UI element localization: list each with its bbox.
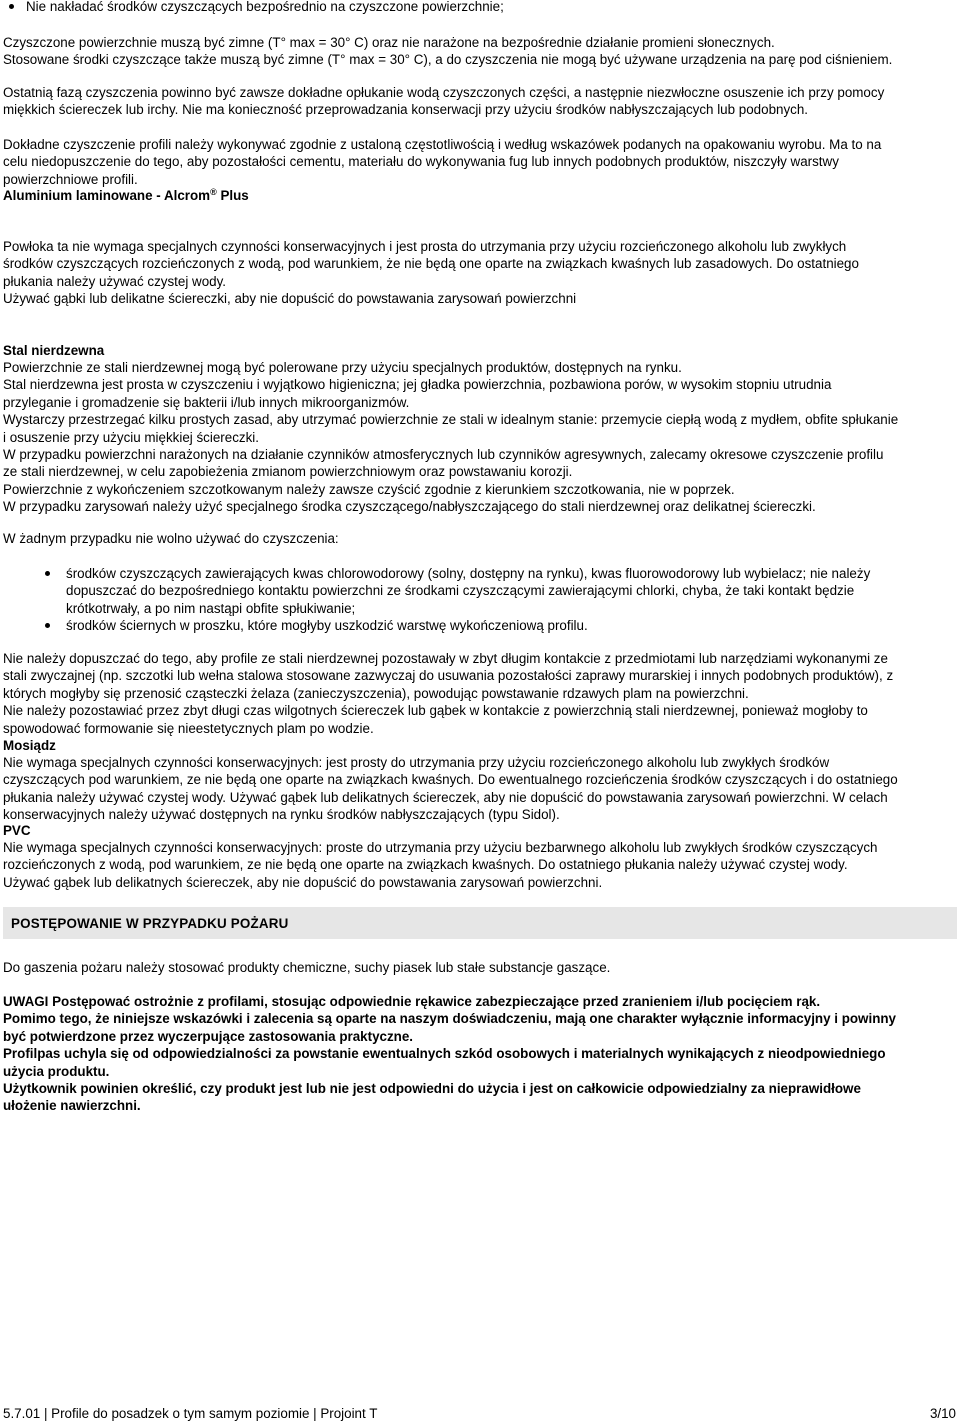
- heading-pvc: PVC: [3, 823, 31, 838]
- text-line: których mogłyby się przenosić cząsteczki żelaza (zanieczyszczenia), powodując powstawanie rdzawych plam na powierzchni.: [3, 685, 749, 701]
- page-number: 3/10: [929, 1406, 956, 1421]
- text-line: Stosowane środki czyszczące także muszą być zimne (T° max = 30° C), a do czyszczenia nie mogą być używane urządzenia na parę pod ciśnieniem.: [3, 52, 893, 68]
- never-use-intro: W żadnym przypadku nie wolno używać do czyszczenia:: [3, 531, 339, 546]
- heading-brass: Mosiądz: [3, 738, 56, 753]
- warnings-block: [3, 993, 953, 1115]
- text-line: ze stali nierdzewnej, w celu zapobieżenia zmianom powierzchniowym oraz powstawaniu korozji.: [3, 464, 573, 480]
- text-line: Używać gąbek lub delikatnych ściereczek, aby nie dopuścić do powstawania zarysowań powierzchni.: [3, 874, 603, 890]
- paragraph-aluminium: [3, 238, 953, 308]
- text-line: środków ściernych w proszku, które mogłyby uszkodzić warstwę wykończeniową profilu.: [66, 618, 588, 634]
- text-line: miękkich ściereczek lub irchy. Nie ma konieczność przeprowadzania konserwacji przy użyciu środków nabłyszczających lub podobnych.: [3, 102, 809, 118]
- text-line: powierzchniowe profili.: [3, 171, 138, 187]
- text-line: przyleganie i gromadzenie się bakterii i/lub innych mikroorganizmów.: [3, 394, 410, 410]
- text-line: środków czyszczących zawierających kwas chlorowodorowy (solny, dostępny na rynku), kwas fluorowodorowy lub wybielacz; nie należy: [66, 566, 871, 581]
- text-line: W przypadku zarysowań należy użyć specjalnego środka czyszczącego/nabłyszczającego do stali nierdzewnej oraz delikatnej ściereczki.: [3, 499, 816, 515]
- heading-stainless-steel: Stal nierdzewna: [3, 343, 105, 358]
- text-line: czyszczących pod warunkiem, ze nie będą one oparte na związkach kwaśnych. Do ewentualnego rozcieńczenia środków czyszczących i do ostatniego: [3, 772, 898, 788]
- paragraph-fire: Do gaszenia pożaru należy stosować produkty chemiczne, suchy piasek lub stałe substancje gaszące.: [3, 960, 611, 975]
- text-line: UWAGI Postępować ostrożnie z profilami, stosując odpowiednie rękawice zabezpieczające przed zranieniem i/lub pocięciem rąk.: [3, 994, 821, 1009]
- fire-section-header: [3, 907, 957, 939]
- text-line: i osuszenie przy użyciu miękkiej ściereczki.: [3, 429, 259, 445]
- footer-document-title: 5.7.01 | Profile do posadzek o tym samym poziomie | Projoint T: [3, 1406, 378, 1421]
- page-footer: [3, 1405, 956, 1422]
- top-bullet-list: [3, 0, 953, 15]
- text-line: Powierzchnie z wykończeniem szczotkowanym należy zawsze czyścić zgodnie z kierunkiem szczotkowania, nie w poprzek.: [3, 481, 735, 497]
- paragraph-temperature: [3, 34, 953, 69]
- text-line: Pomimo tego, że niniejsze wskazówki i zalecenia są oparte na naszym doświadczeniu, mają one charakter wyłącznie informacyjny i powinny: [3, 1011, 897, 1027]
- text-line: spowodować formowanie się nieestetycznych plam po wodzie.: [3, 720, 374, 736]
- text-line: celu niedopuszczenie do tego, aby pozostałości cementu, materiału do wykonywania fug lub innych podobnych produktów, niszczyły warstwy: [3, 154, 839, 170]
- text-line: Nie należy pozostawiać przez zbyt długi czas wilgotnych ściereczek lub gąbek w kontakcie z powierzchnią stali nierdzewnej, ponieważ mogłoby to: [3, 703, 868, 719]
- list-item: [3, 565, 953, 617]
- paragraph-brass: [3, 754, 953, 824]
- text-line: Stal nierdzewna jest prosta w czyszczeniu i wyjątkowo higieniczna; jej gładka powierzchnia, pozbawiona porów, w wysokim stopniu utrudnia: [3, 377, 832, 393]
- paragraph-cleaning-frequency: [3, 136, 953, 188]
- text-line: Nie wymaga specjalnych czynności konserwacyjnych: jest prosty do utrzymania przy użyciu rozcieńczonego alkoholu lub zwykłych środków: [3, 755, 830, 770]
- text-line: Dokładne czyszczenie profili należy wykonywać zgodnie z ustaloną częstotliwością i według wskazówek podanych na opakowaniu wyrobu. Ma to na: [3, 137, 882, 152]
- bullet-text: Nie nakładać środków czyszczących bezpośrednio na czyszczone powierzchnie;: [26, 0, 504, 14]
- never-use-list: [3, 565, 953, 635]
- text-line: środków czyszczących rozcieńczonych z wodą, pod warunkiem, że nie będą one oparte na związkach kwaśnych lub zasadowych. Do ostatniego: [3, 256, 859, 272]
- text-line: Czyszczone powierzchnie muszą być zimne (T° max = 30° C) oraz nie narażone na bezpośrednie działanie promieni słonecznych.: [3, 35, 775, 50]
- text-line: stali zwyczajnej (np. szczotki lub wełna stalowa stosowane zazwyczaj do usuwania pozostałości zaprawy murarskiej i innych podobnych produktów), z: [3, 668, 894, 684]
- text-line: W przypadku powierzchni narażonych na działanie czynników atmosferycznych lub czynników agresywnych, zalecamy okresowe czyszczenie profilu: [3, 447, 884, 463]
- text-line: Użytkownik powinien określić, czy produkt jest lub nie jest odpowiedni do użycia i jest on całkowicie odpowiedzialny za nieprawidłowe: [3, 1081, 861, 1097]
- text-line: konserwacyjnych należy używać dostępnych na rynku środków nabłyszczających (typu Sidol).: [3, 807, 560, 823]
- section-title: POSTĘPOWANIE W PRZYPADKU POŻARU: [11, 916, 289, 931]
- text-line: użycia produktu.: [3, 1063, 110, 1079]
- text-line: dopuszczać do bezpośredniego kontaktu powierzchni ze środkami czyszczącymi zawierającymi chlorki, chyba, że taki kontakt będzie: [66, 583, 855, 599]
- text-line: ułożenie nawierzchni.: [3, 1098, 141, 1114]
- text-line: Powierzchnie ze stali nierdzewnej mogą być polerowane przy użyciu specjalnych produktów, dostępnych na rynku.: [3, 360, 682, 375]
- text-line: Profilpas uchyla się od odpowiedzialności za powstanie ewentualnych szkód osobowych i materialnych wynikających z nieodpowiedniego: [3, 1046, 886, 1062]
- text-line: płukania należy używać czystej wody. Używać gąbek lub delikatnych ściereczek, aby nie dopuścić do powstawania zarysowań powierzchni. W celach: [3, 789, 888, 805]
- text-line: Powłoka ta nie wymaga specjalnych czynności konserwacyjnych i jest prosta do utrzymania przy użyciu rozcieńczonego alkoholu lub zwykłych: [3, 239, 847, 254]
- heading-text: Plus: [216, 188, 249, 203]
- paragraph-rinse: [3, 84, 953, 119]
- text-line: Używać gąbki lub delikatne ściereczki, aby nie dopuścić do powstawania zarysowań powierzchni: [3, 291, 577, 307]
- list-item: [3, 617, 953, 634]
- text-line: Wystarczy przestrzegać kilku prostych zasad, aby utrzymać powierzchnie ze stali w idealnym stanie: przemycie ciepłą wodą z mydłem, obfite spłukanie: [3, 412, 899, 428]
- text-line: Nie należy dopuszczać do tego, aby profile ze stali nierdzewnej pozostawały w zbyt długim kontakcie z przedmiotami lub narzędziami wykonanymi ze: [3, 651, 888, 666]
- text-line: Nie wymaga specjalnych czynności konserwacyjnych: proste do utrzymania przy użyciu bezbarwnego alkoholu lub zwykłych środków czyszczących: [3, 840, 878, 855]
- paragraph-steel-contact: [3, 650, 953, 737]
- list-item: [3, 0, 953, 15]
- text-line: płukania należy używać czystej wody.: [3, 273, 227, 289]
- text-line: rozcieńczonych z wodą, pod warunkiem, ze nie będą one oparte na związkach kwaśnych. Do ostatniego płukania należy używać czystej wody.: [3, 857, 848, 873]
- heading-aluminium: [3, 187, 953, 204]
- text-line: Ostatnią fazą czyszczenia powinno być zawsze dokładne opłukanie wodą czyszczonych części, a następnie niezwłoczne osuszenie ich przy pomocy: [3, 85, 885, 100]
- text-line: krótkotrwały, a po nim nastąpi obfite spłukiwanie;: [66, 600, 356, 616]
- heading-text: Aluminium laminowane - Alcrom: [3, 188, 211, 203]
- paragraph-pvc: [3, 839, 953, 891]
- registered-mark: ®: [210, 187, 217, 197]
- paragraph-stainless-steel: [3, 359, 953, 516]
- text-line: być potwierdzone przez wyczerpujące zastosowania praktyczne.: [3, 1028, 414, 1044]
